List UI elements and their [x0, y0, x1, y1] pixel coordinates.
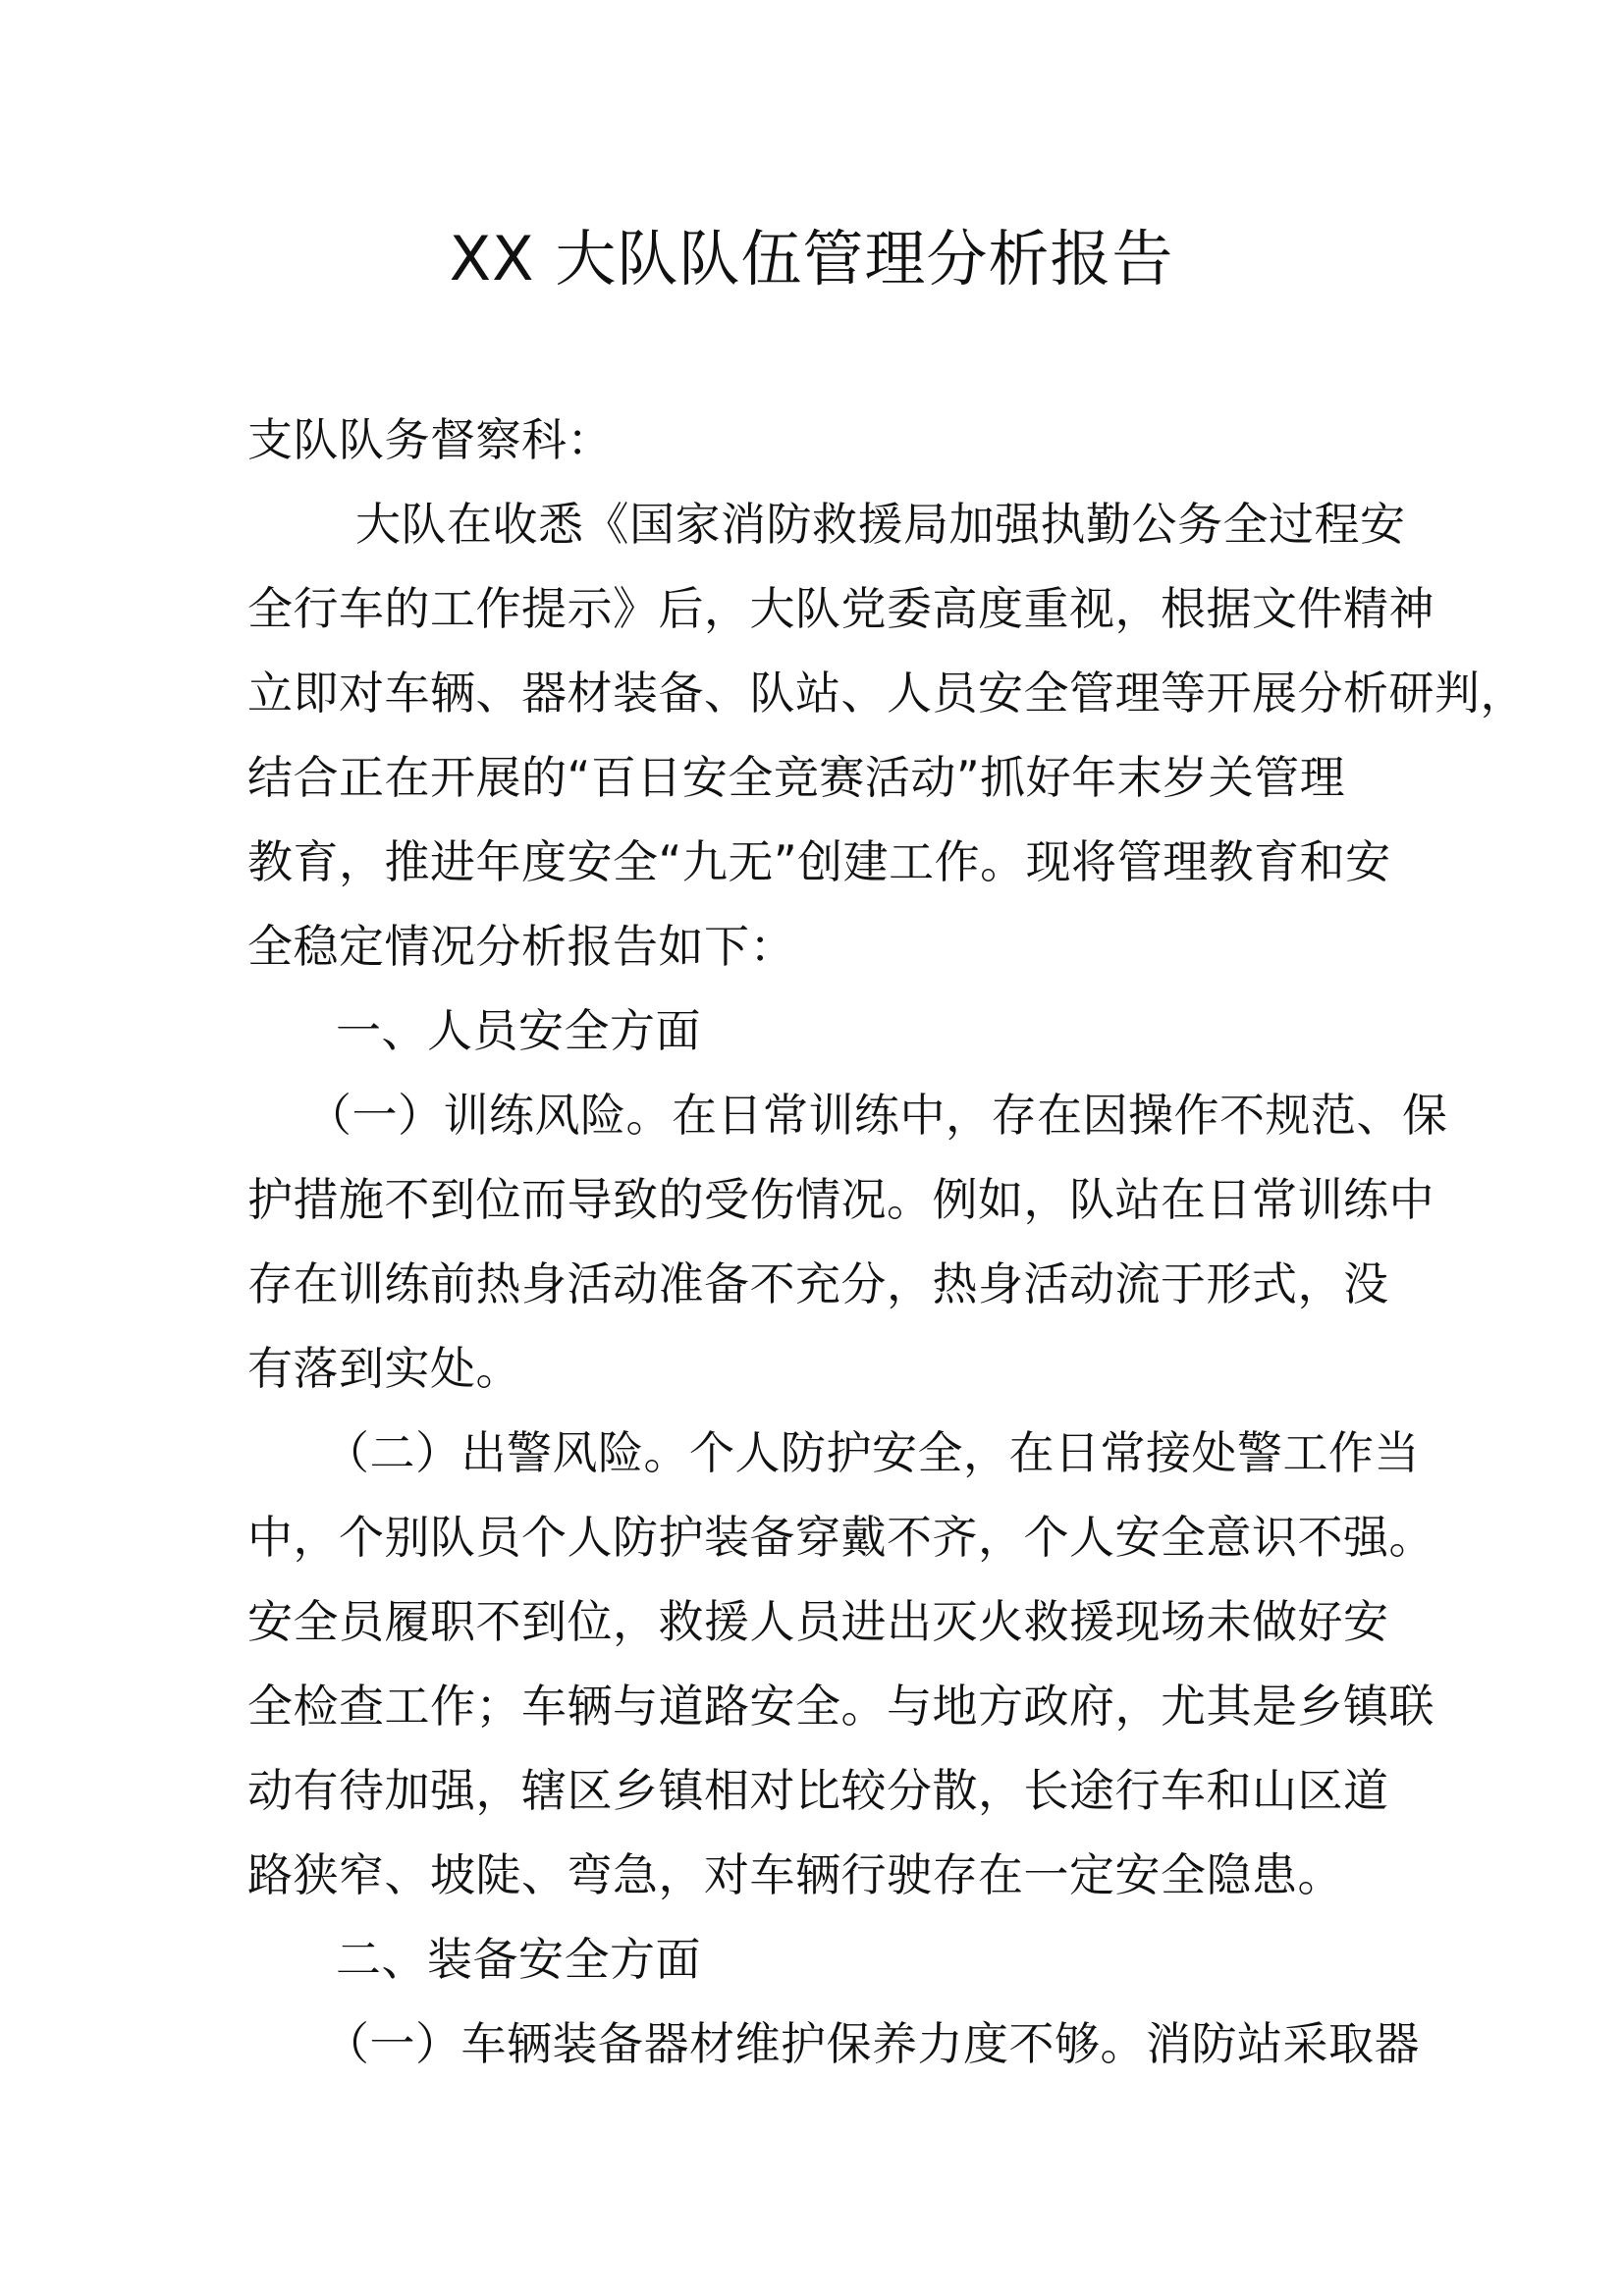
body-line: 有落到实处。 [247, 1342, 521, 1395]
body-line: （一）车辆装备器材维护保养力度不够。消防站采取器 [324, 2017, 1420, 2070]
body-line: 立即对车辆、器材装备、队站、人员安全管理等开展分析研判， [247, 667, 1526, 720]
body-line: 全检查工作；车辆与道路安全。与地方政府，尤其是乡镇联 [247, 1680, 1434, 1733]
body-line: 护措施不到位而导致的受伤情况。例如，队站在日常训练中 [247, 1173, 1434, 1226]
body-line: 路狭窄、坡陡、弯急，对车辆行驶存在一定安全隐患。 [247, 1848, 1343, 1901]
body-line: （一）训练风险。在日常训练中，存在因操作不规范、保 [306, 1089, 1448, 1142]
body-line: （二）出警风险。个人防护安全，在日常接处警工作当 [324, 1426, 1420, 1479]
body-line: 结合正在开展的“百日安全竞赛活动”抓好年末岁关管理 [247, 751, 1346, 804]
body-line: 教育，推进年度安全“九无”创建工作。现将管理教育和安 [247, 835, 1391, 888]
section-heading: 二、装备安全方面 [336, 1933, 701, 1986]
body-line: 存在训练前热身活动准备不充分，热身活动流于形式，没 [247, 1257, 1389, 1310]
body-line: 全行车的工作提示》后，大队党委高度重视，根据文件精神 [247, 582, 1434, 635]
body-line: 中，个别队员个人防护装备穿戴不齐，个人安全意识不强。 [247, 1511, 1434, 1564]
section-heading: 一、人员安全方面 [336, 1004, 701, 1057]
body-line: 全稳定情况分析报告如下： [247, 920, 795, 973]
body-line: 安全员履职不到位，救援人员进出灭火救援现场未做好安 [247, 1595, 1389, 1648]
salutation-line: 支队队务督察科： [247, 413, 613, 466]
body-line: 大队在收悉《国家消防救援局加强执勤公务全过程安 [355, 498, 1406, 551]
body-line: 动有待加强，辖区乡镇相对比较分散，长途行车和山区道 [247, 1764, 1389, 1817]
document-title: XX 大队队伍管理分析报告 [449, 223, 1174, 294]
